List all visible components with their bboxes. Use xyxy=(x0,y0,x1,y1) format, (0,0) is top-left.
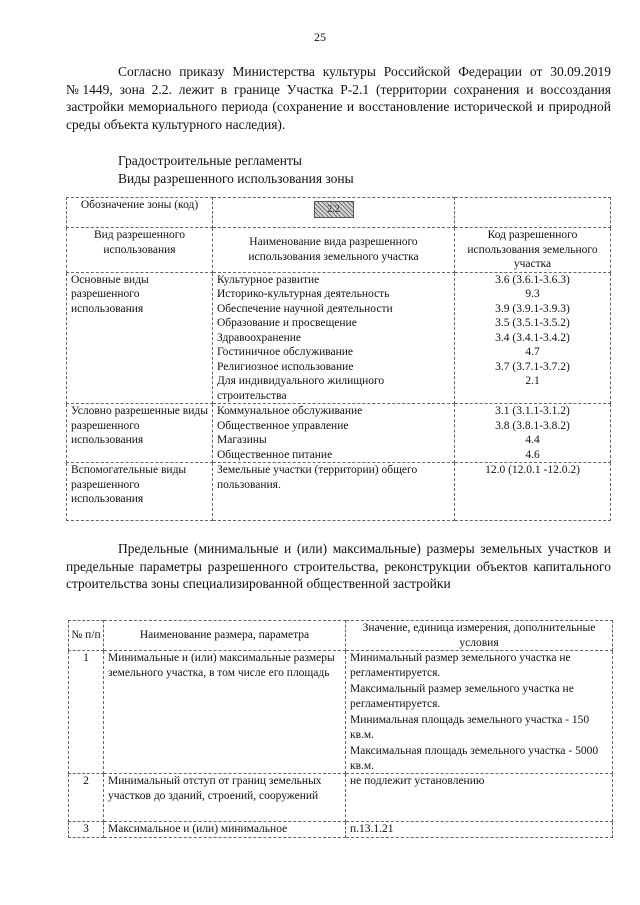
limits-paragraph xyxy=(66,540,611,593)
zone-code: 2.2 xyxy=(314,201,354,218)
table-row-conditional xyxy=(67,404,611,463)
code-item: 9.3 xyxy=(525,288,540,300)
code-item: 4.7 xyxy=(525,346,540,358)
value-item: п.13.1.21 xyxy=(350,823,394,835)
table-row xyxy=(69,651,613,774)
row-param: Минимальные и (или) максимальные размеры земельного участка, в том числе его площадь xyxy=(104,651,346,774)
group-names xyxy=(213,463,455,521)
col-name-header: Наименование вида разрешенного использования земельного участка xyxy=(213,228,455,273)
table-row-main xyxy=(67,272,611,404)
group-codes xyxy=(455,272,611,404)
code-item: 12.0 (12.0.1 -12.0.2) xyxy=(485,464,580,476)
limits-table xyxy=(68,620,613,838)
list-item: Для индивидуального жилищного строительства xyxy=(217,375,385,402)
code-item: 3.7 (3.7.1-3.7.2) xyxy=(495,360,570,373)
zone-empty-cell xyxy=(455,198,611,228)
list-item: Образование и просвещение xyxy=(217,317,357,329)
list-item: Магазины xyxy=(217,434,267,446)
heading-use-types: Виды разрешенного использования зоны xyxy=(118,171,354,186)
group-type: Вспомогательные виды разрешенного использования xyxy=(67,463,213,521)
code-item: 2.1 xyxy=(525,375,540,387)
table-row-auxiliary xyxy=(67,463,611,521)
list-item: Гостиничное обслуживание xyxy=(217,346,354,358)
col-number-header: № п/п xyxy=(69,621,104,651)
list-item: Коммунальное обслуживание xyxy=(217,405,363,417)
row-values xyxy=(346,774,613,822)
zone-code-cell xyxy=(213,198,455,228)
list-item: Здравоохранение xyxy=(217,331,302,344)
value-item: Максимальный размер земельного участка не регламентируется. xyxy=(350,683,574,710)
intro-text: Согласно приказу Министерства культуры Российской Федерации от 30.09.2019 №1449, зона 2.2. лежит в границе Участка Р-2.1 (территории сохранения и воссоздания застройки мемориального периода (сохранение и восстановление исторической и природной среды объекта культурного наследия). xyxy=(66,64,611,132)
code-item: 3.5 (3.5.1-3.5.2) xyxy=(495,317,570,329)
list-item: Обеспечение научной деятельности xyxy=(217,302,393,315)
value-item: не подлежит установлению xyxy=(350,775,485,787)
row-values xyxy=(346,651,613,774)
value-item: Минимальный размер земельного участка не регламентируется. xyxy=(350,652,571,679)
group-codes xyxy=(455,463,611,521)
table-row xyxy=(69,822,613,838)
code-item: 4.4 xyxy=(525,434,540,446)
code-item: 3.6 (3.6.1-3.6.3) xyxy=(495,273,570,286)
row-param: Максимальное и (или) минимальное xyxy=(104,822,346,838)
page-number: 25 xyxy=(314,30,326,44)
col-type-header: Вид разрешенного использования xyxy=(67,228,213,273)
list-item: Земельные участки (территории) общего пользования. xyxy=(217,464,418,491)
row-param: Минимальный отступ от границ земельных участков до зданий, строений, сооружений xyxy=(104,774,346,822)
list-item: Культурное развитие xyxy=(217,273,320,286)
value-item: Минимальная площадь земельного участка - 150 кв.м. xyxy=(350,714,590,741)
list-item: Историко-культурная деятельность xyxy=(217,288,390,300)
table-row xyxy=(69,774,613,822)
row-number: 3 xyxy=(69,822,104,838)
col-value-header: Значение, единица измерения, дополнительные условия xyxy=(346,621,613,651)
code-item: 3.4 (3.4.1-3.4.2) xyxy=(495,331,570,344)
row-number: 2 xyxy=(69,774,104,822)
zone-label-cell: Обозначение зоны (код) xyxy=(67,198,213,228)
code-item: 4.6 xyxy=(525,448,540,461)
code-item: 3.1 (3.1.1-3.1.2) xyxy=(495,405,570,417)
list-item: Общественное управление xyxy=(217,419,349,432)
row-number: 1 xyxy=(69,651,104,774)
intro-paragraph xyxy=(66,63,611,133)
col-param-header: Наименование размера, параметра xyxy=(104,621,346,651)
row-values xyxy=(346,822,613,838)
col-code-header: Код разрешенного использования земельного участка xyxy=(455,228,611,273)
value-item: Максимальная площадь земельного участка - 5000 кв.м. xyxy=(350,745,599,772)
group-names xyxy=(213,404,455,463)
heading-regulations: Градостроительные регламенты xyxy=(118,153,302,168)
code-item: 3.8 (3.8.1-3.8.2) xyxy=(495,419,570,432)
list-item: Религиозное использование xyxy=(217,360,354,373)
code-item: 3.9 (3.9.1-3.9.3) xyxy=(495,302,570,315)
use-types-table xyxy=(66,197,611,521)
group-type: Условно разрешенные виды разрешенного использования xyxy=(67,404,213,463)
group-names xyxy=(213,272,455,404)
group-codes xyxy=(455,404,611,463)
limits-text: Предельные (минимальные и (или) максимальные) размеры земельных участков и предельные параметры разрешенного строительства, реконструкции объектов капитального строительства зоны специализированной общественной застройки xyxy=(66,541,611,591)
group-type: Основные виды разрешенного использования xyxy=(67,272,213,404)
list-item: Общественное питание xyxy=(217,448,333,461)
